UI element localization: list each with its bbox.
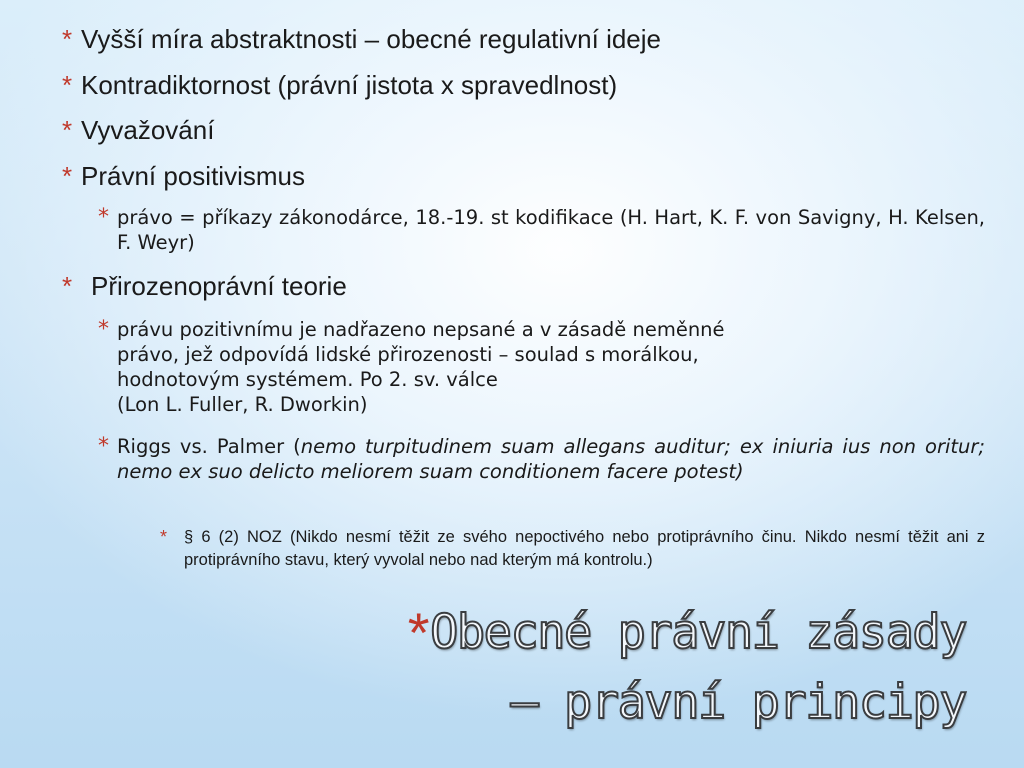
bullet-abstraktnost bbox=[62, 24, 661, 54]
asterisk-title-icon: * bbox=[407, 601, 429, 664]
asterisk-bullet-icon: * bbox=[62, 70, 73, 100]
bullet-text: Právní positivismus bbox=[81, 161, 305, 191]
subbullet-text: právo = příkazy zákonodárce, 18.-19. st kodifikace (H. Hart, K. F. von Savigny, H. Kelsen, F. Weyr) bbox=[117, 206, 985, 254]
title-line-1 bbox=[408, 598, 966, 668]
asterisk-bullet-icon: * bbox=[98, 317, 109, 342]
asterisk-bullet-icon: * bbox=[160, 527, 168, 547]
asterisk-bullet-icon: * bbox=[62, 161, 73, 191]
bullet-text: Vyšší míra abstraktnosti – obecné regulativní ideje bbox=[81, 24, 661, 54]
latin-maxims: nemo turpitudinem suam allegans auditur; ex iniuria ius non oritur; nemo ex suo delicto meliorem suam conditionem facere potest) bbox=[117, 435, 986, 483]
asterisk-bullet-icon: * bbox=[62, 24, 73, 54]
bullet-text: Přirozenoprávní teorie bbox=[91, 271, 347, 301]
asterisk-bullet-icon: * bbox=[98, 434, 109, 459]
subbullet-line: hodnotovým systémem. Po 2. sv. válce bbox=[117, 368, 498, 391]
asterisk-bullet-icon: * bbox=[62, 271, 73, 301]
bullet-text: Vyvažování bbox=[81, 115, 215, 145]
case-name: Riggs vs. Palmer ( bbox=[117, 435, 301, 458]
bullet-pravni-positivismus bbox=[62, 161, 305, 191]
slide-title bbox=[408, 598, 966, 738]
subbullet-line: právu pozitivnímu je nadřazeno nepsané a v zásadě neměnné bbox=[117, 318, 725, 341]
subbullet-text bbox=[117, 434, 985, 484]
asterisk-bullet-icon: * bbox=[98, 205, 109, 230]
subbullet-pravu-pozitivnimu bbox=[98, 317, 985, 417]
subsubbullet-text: § 6 (2) NOZ (Nikdo nesmí těžit ze svého nepoctivého nebo protiprávního činu. Nikdo nesmí těžit ani z protiprávního stavu, který vyvolal nebo nad kterým má kontrolu.) bbox=[184, 528, 985, 569]
title-text-1: Obecné právní zásady bbox=[430, 605, 966, 660]
asterisk-bullet-icon: * bbox=[62, 115, 73, 145]
bullet-prirozenopravni-teorie bbox=[62, 271, 347, 301]
subbullet-line: právo, jež odpovídá lidské přirozenosti – soulad s morálkou, bbox=[117, 343, 699, 366]
subbullet-pravo-prikazy bbox=[98, 205, 985, 255]
bullet-vyvazovani bbox=[62, 115, 214, 145]
subbullet-line: (Lon L. Fuller, R. Dworkin) bbox=[117, 393, 368, 416]
subbullet-text bbox=[117, 317, 985, 417]
title-line-2: – právní principy bbox=[510, 675, 966, 730]
bullet-kontradiktornost bbox=[62, 70, 617, 100]
bullet-text: Kontradiktornost (právní jistota x spravedlnost) bbox=[81, 70, 618, 100]
subsubbullet-noz bbox=[160, 526, 985, 571]
subbullet-riggs-vs-palmer bbox=[98, 434, 985, 484]
